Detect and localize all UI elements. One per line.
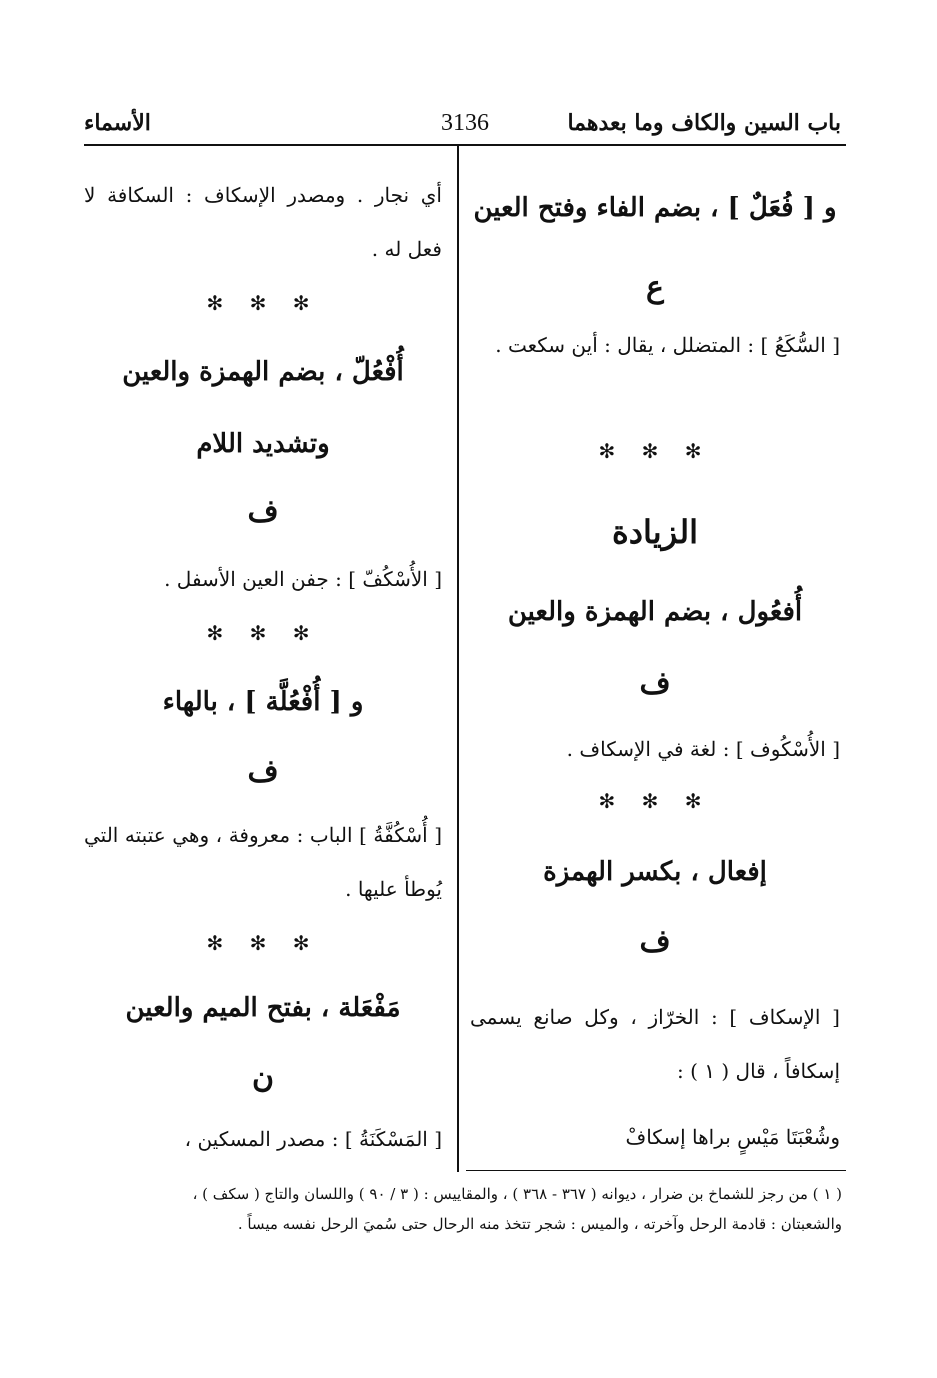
entry-heading: و [ فُعَلٌ ] ، بضم الفاء وفتح العين [473,193,837,223]
section-separator: ✻ ✻ ✻ [598,439,712,463]
column-divider [457,145,459,1172]
root-letter: ف [247,754,279,789]
entry-heading: إفعال ، بكسر الهمزة [543,857,767,887]
definition-paragraph: [ الأُسْكُفّ ] : جفن العين الأسفل . [164,567,442,591]
section-separator: ✻ ✻ ✻ [598,789,712,813]
definition-paragraph: [ الأُسْكُوف ] : لغة في الإسكاف . [566,737,840,761]
definition-paragraph: [ الإسكاف ] : الخرّاز ، وكل صانع يسمى إسكافاً ، قال ( ١ ) : [470,1005,840,1083]
footnote-rule [466,1170,846,1171]
section-separator: ✻ ✻ ✻ [206,931,320,955]
root-letter: ع [646,270,664,305]
root-letter: ف [247,494,279,529]
entry-heading: مَفْعَلة ، بفتح الميم والعين [125,993,401,1023]
definition-paragraph: [ أُسْكُفَّةُ ] الباب : معروفة ، وهي عتبته التي يُوطأ عليها . [84,823,442,901]
root-letter: ف [639,666,671,701]
left-column [84,0,442,1160]
definition-paragraph: [ المَسْكَنَةُ ] : مصدر المسكين ، [184,1127,442,1151]
category-title: الأسماء [84,110,151,136]
entry-heading: أُفعُول ، بضم الهمزة والعين [507,597,803,627]
entry-heading: و [ أُفْعُلَّة ] ، بالهاء [162,687,364,717]
definition-paragraph: أي نجار . ومصدر الإسكاف : السكافة لا فعل له . [84,183,442,261]
footnote-line: ( ١ ) من رجز للشماخ بن ضرار ، ديوانه ( ٣٦٧ - ٣٦٨ ) ، والمقاييس : ( ٣ / ٩٠ ) واللسان والتاج ( سكف ) ، [192,1185,842,1203]
section-heading: الزيادة [612,513,698,551]
footnote-line: والشعبتان : قادمة الرحل وآخرته ، والميس : شجر تتخذ منه الرحال حتى سُميَ الرحل نفسه ميساً . [237,1215,842,1233]
page-number: 3136 [441,110,489,136]
entry-heading: أُفْعُلّ ، بضم الهمزة والعين [122,357,404,387]
section-title: باب السين والكاف وما بعدهما [567,110,841,136]
section-separator: ✻ ✻ ✻ [206,291,320,315]
section-separator: ✻ ✻ ✻ [206,621,320,645]
right-column [470,0,840,1160]
definition-paragraph: [ السُّكَعُ ] : المتضلل ، يقال : أين سكعت . [495,333,840,357]
entry-heading-continued: وتشديد اللام [196,429,330,459]
root-letter: ف [639,924,671,959]
verse-line: وشُعْبَتَا مَيْسٍ براها إسكافْ [625,1125,840,1149]
root-letter: ن [251,1060,275,1095]
